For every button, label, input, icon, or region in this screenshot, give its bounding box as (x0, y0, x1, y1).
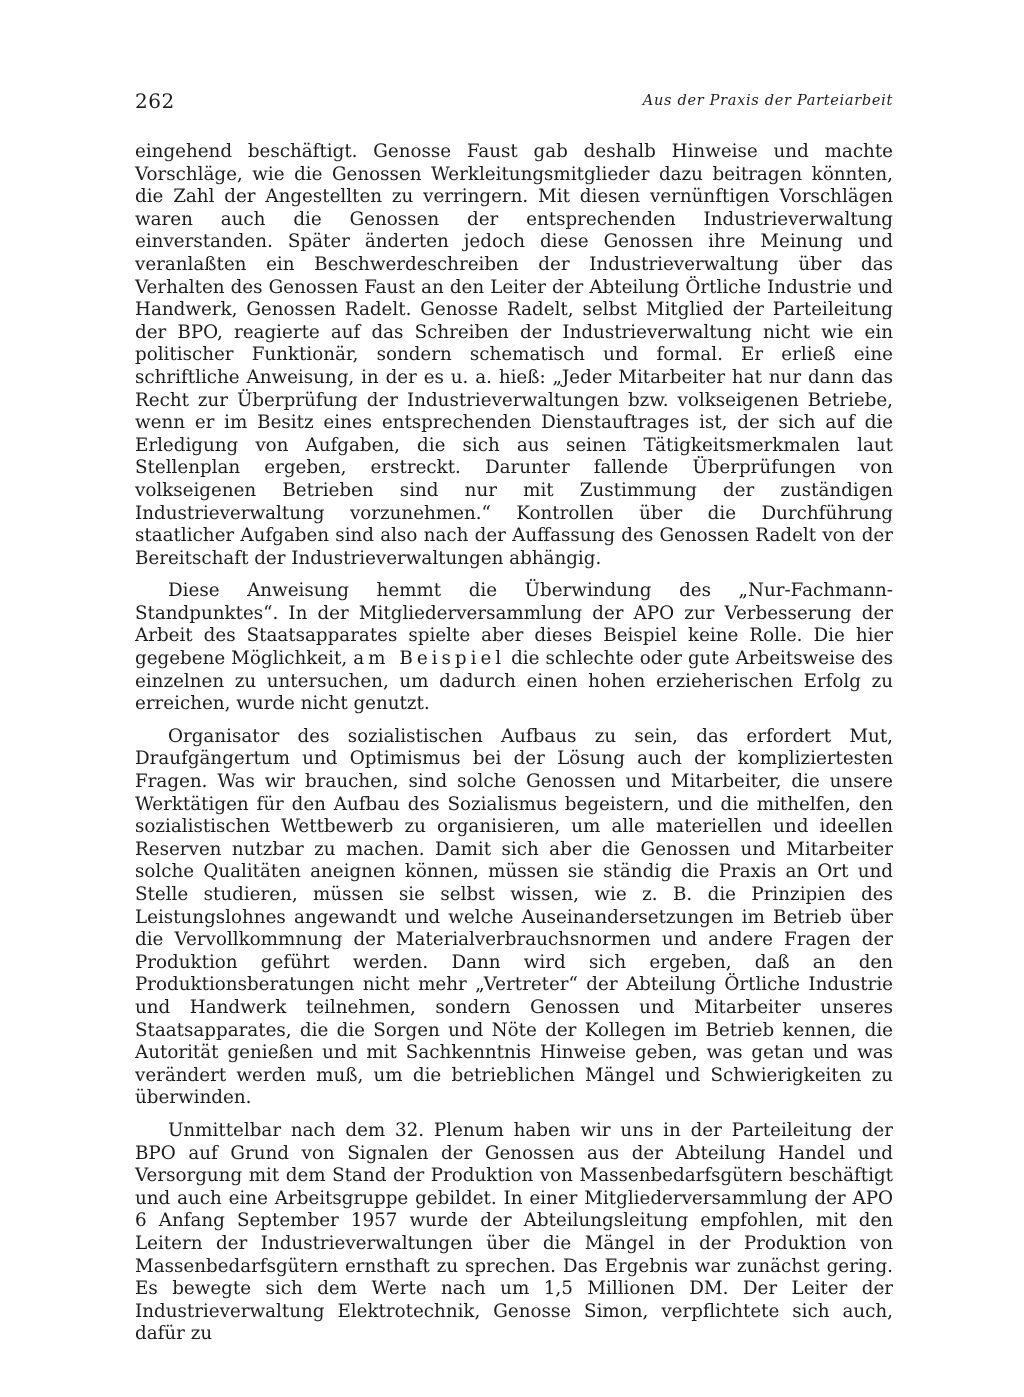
body-text (135, 141, 893, 1356)
emphasized-phrase: am Beispiel (353, 648, 506, 670)
paragraph-2 (135, 580, 893, 716)
paragraph-2-before: Diese Anweisung hemmt die Überwindung des „Nur-Fachmann-Standpunktes“. In der Mitgliederversammlung der APO zur Verbesserung der Arbeit des Staatsapparates spielte aber dieses Beispiel keine Rolle. Die hier gegebene Möglichkeit, (135, 580, 893, 670)
paragraph-3: Organisator des sozialistischen Aufbaus zu sein, das erfordert Mut, Draufgängertum und Optimismus bei der Lösung auch der kompliziertesten Fragen. Was wir brauchen, sind solche Genossen und Mitarbeiter, die unsere Werktätigen für den Aufbau des Sozialismus begeistern, und die mithelfen, den sozialistischen Wettbewerb zu organisieren, um alle materiellen und ideellen Reserven nutzbar zu machen. Damit sich aber die Genossen und Mitarbeiter solche Qualitäten aneignen können, müssen sie ständig die Praxis an Ort und Stelle studieren, müssen sie selbst wissen, wie z. B. die Prinzipien des Leistungslohnes angewandt und welche Auseinandersetzungen im Betrieb über die Vervollkommnung der Materialverbrauchsnormen und andere Fragen der Produktion geführt werden. Dann wird sich ergeben, daß an den Produktionsberatungen nicht mehr „Vertreter“ der Abteilung Örtliche Industrie und Handwerk teilnehmen, sondern Genossen und Mitarbeiter unseres Staatsapparates, die die Sorgen und Nöte der Kollegen im Betrieb kennen, die Autorität genießen und mit Sachkenntnis Hinweise geben, was getan und was verändert werden muß, um die betrieblichen Mängel und Schwierigkeiten zu überwinden. (135, 725, 893, 1109)
page-number: 262 (135, 89, 175, 113)
running-title: Aus der Praxis der Parteiarbeit (642, 93, 893, 109)
page-header (135, 86, 893, 116)
paragraph-4: Unmittelbar nach dem 32. Plenum haben wir uns in der Parteileitung der BPO auf Grund von Signalen der Genossen aus der Abteilung Handel und Versorgung mit dem Stand der Produktion von Massenbedarfsgütern beschäftigt und auch eine Arbeitsgruppe gebildet. In einer Mitgliederversammlung der APO 6 Anfang September 1957 wurde der Abteilungsleitung empfohlen, mit den Leitern der Industrieverwaltungen über die Mängel in der Produktion von Massenbedarfsgütern ernsthaft zu sprechen. Das Ergebnis war zunächst gering. Es bewegte sich dem Werte nach um 1,5 Millionen DM. Der Leiter der Industrieverwaltung Elektrotechnik, Genosse Simon, verpflichtete sich auch, dafür zu (135, 1119, 893, 1345)
paragraph-1: eingehend beschäftigt. Genosse Faust gab deshalb Hinweise und machte Vorschläge, wie die Genossen Werkleitungsmitglieder dazu beitragen könnten, die Zahl der Angestellten zu verringern. Mit diesen vernünftigen Vorschlägen waren auch die Genossen der entsprechenden Industrieverwaltung einverstanden. Später änderten jedoch diese Genossen ihre Meinung und veranlaßten ein Beschwerdeschreiben der Industrieverwaltung über das Verhalten des Genossen Faust an den Leiter der Abteilung Örtliche Industrie und Handwerk, Genossen Radelt. Genosse Radelt, selbst Mitglied der Parteileitung der BPO, reagierte auf das Schreiben der Industrieverwaltung nicht wie ein politischer Funktionär, sondern schematisch und formal. Er erließ eine schriftliche Anweisung, in der es u. a. hieß: „Jeder Mitarbeiter hat nur dann das Recht zur Überprüfung der Industrieverwaltungen bzw. volkseigenen Betriebe, wenn er im Besitz eines entsprechenden Dienstauftrages ist, der sich auf die Erledigung von Aufgaben, die sich aus seinen Tätigkeitsmerkmalen laut Stellenplan ergeben, erstreckt. Darunter fallende Überprüfungen von volkseigenen Betrieben sind nur mit Zustimmung der zuständigen Industrieverwaltung vorzunehmen.“ Kontrollen über die Durchführung staatlicher Aufgaben sind also nach der Auffassung des Genossen Radelt von der Bereitschaft der Industrieverwaltungen abhängig. (135, 141, 893, 569)
paragraph-2-after: die schlechte oder gute Arbeitsweise des einzelnen zu untersuchen, um dadurch einen hohen erzieherischen Erfolg zu erreichen, wurde nicht genutzt. (135, 648, 894, 715)
